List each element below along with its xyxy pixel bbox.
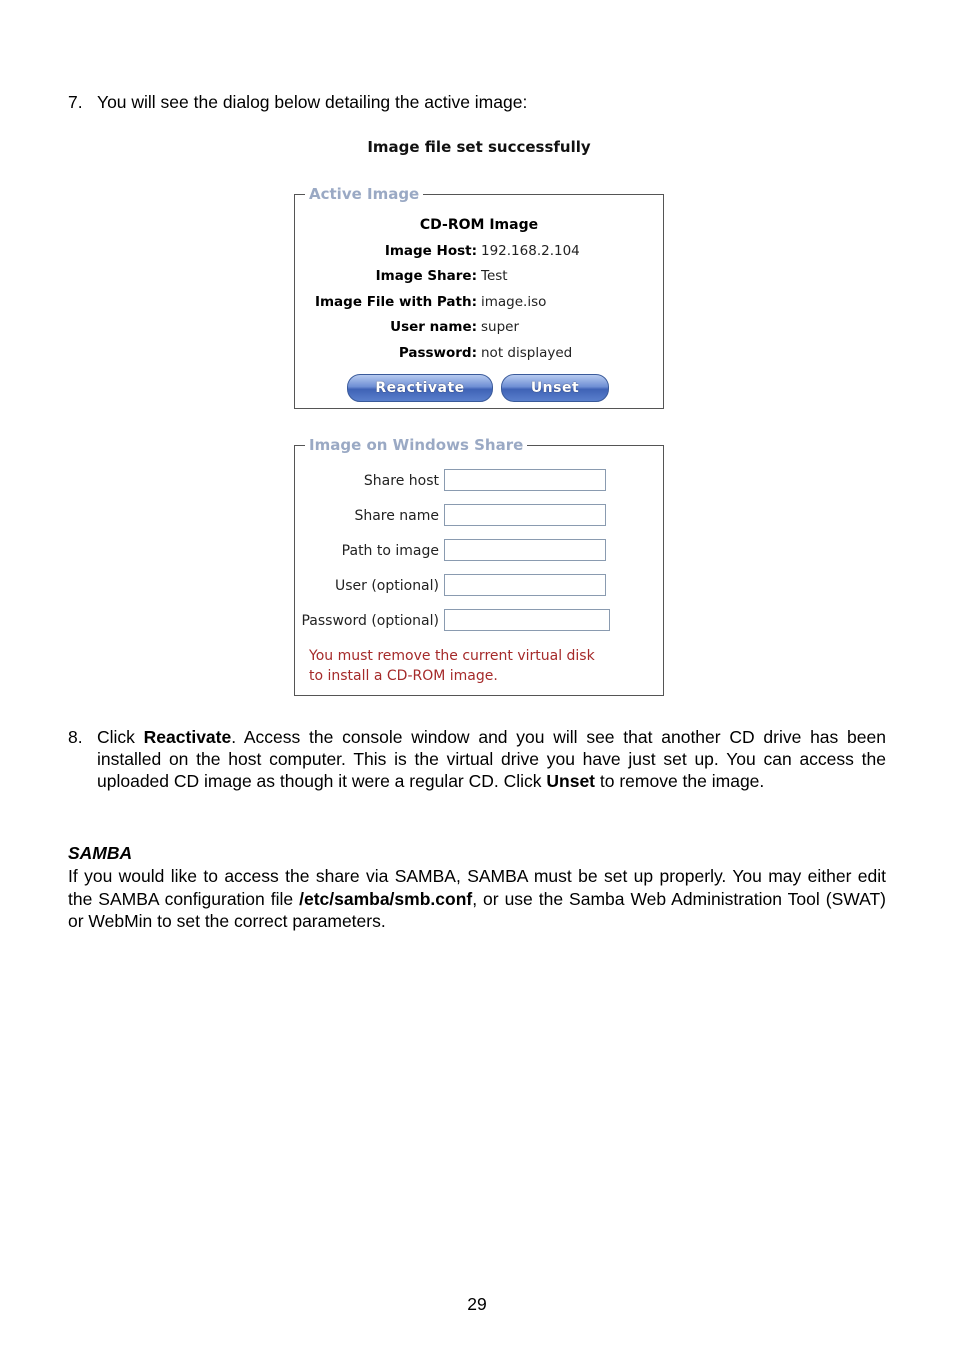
unset-term: Unset xyxy=(546,771,596,791)
share-host-input[interactable] xyxy=(444,469,606,491)
cdrom-heading: CD-ROM Image xyxy=(419,217,539,233)
password-optional-input[interactable] xyxy=(444,609,610,631)
windows-share-legend: Image on Windows Share xyxy=(309,436,524,454)
password-value: not displayed xyxy=(481,345,573,361)
password-label: Password: xyxy=(398,345,477,361)
step-text-part: Click xyxy=(97,727,144,747)
step-number: 8. xyxy=(68,727,83,747)
user-optional-row xyxy=(295,574,663,600)
image-path-label: Image File with Path: xyxy=(314,294,477,310)
page-number: 29 xyxy=(467,1294,487,1314)
image-share-label: Image Share: xyxy=(375,268,477,284)
warning-line-2: to install a CD-ROM image. xyxy=(309,668,498,684)
paragraph-part: If you would like to access the share via SAMBA, SAMBA must be set up properly. You may either edit the SAMBA configuration file xyxy=(68,866,886,909)
user-optional-label: User (optional) xyxy=(334,578,439,594)
path-to-image-input[interactable] xyxy=(444,539,606,561)
share-name-input[interactable] xyxy=(444,504,606,526)
share-name-label: Share name xyxy=(354,508,439,524)
step-text-part: . Access the console window and you will see that another CD drive has been installed on the host computer. This is the virtual drive you have just set up. You can access the uploaded CD image as though it were a regular CD. Click xyxy=(97,727,886,791)
image-share-value: Test xyxy=(481,268,508,284)
share-host-label: Share host xyxy=(363,473,439,489)
samba-paragraph xyxy=(68,865,886,933)
smb-conf-path: /etc/samba/smb.conf xyxy=(299,888,473,909)
active-image-legend: Active Image xyxy=(309,185,420,203)
active-image-panel xyxy=(294,185,664,409)
image-host-value: 192.168.2.104 xyxy=(481,243,580,259)
reactivate-button[interactable]: Reactivate xyxy=(347,374,493,402)
step-8 xyxy=(68,726,886,792)
step-number: 7. xyxy=(68,92,83,112)
dialog-figure xyxy=(293,130,665,700)
step-text-part: to remove the image. xyxy=(595,771,765,791)
user-optional-input[interactable] xyxy=(444,574,606,596)
unset-button[interactable]: Unset xyxy=(501,374,609,402)
paragraph-part: , or use the Samba Web Administration Tool (SWAT) or WebMin to set the correct parameters. xyxy=(68,888,887,931)
user-name-value: super xyxy=(481,319,520,335)
samba-heading: SAMBA xyxy=(68,843,133,863)
warning-message xyxy=(309,646,595,686)
step-7 xyxy=(68,91,886,113)
warning-line-1: You must remove the current virtual disk xyxy=(309,648,595,664)
password-optional-label: Password (optional) xyxy=(301,613,439,629)
share-host-row xyxy=(295,469,663,495)
reactivate-term: Reactivate xyxy=(143,727,232,747)
step-text: You will see the dialog below detailing the active image: xyxy=(97,92,528,112)
password-optional-row xyxy=(295,609,663,635)
path-to-image-label: Path to image xyxy=(341,543,439,559)
share-name-row xyxy=(295,504,663,530)
path-to-image-row xyxy=(295,539,663,565)
image-host-label: Image Host: xyxy=(384,243,477,259)
dialog-title: Image file set successfully xyxy=(367,138,591,156)
image-path-value: image.iso xyxy=(481,294,547,310)
step-text xyxy=(97,726,886,792)
user-name-label: User name: xyxy=(390,319,477,335)
windows-share-panel xyxy=(294,436,664,696)
